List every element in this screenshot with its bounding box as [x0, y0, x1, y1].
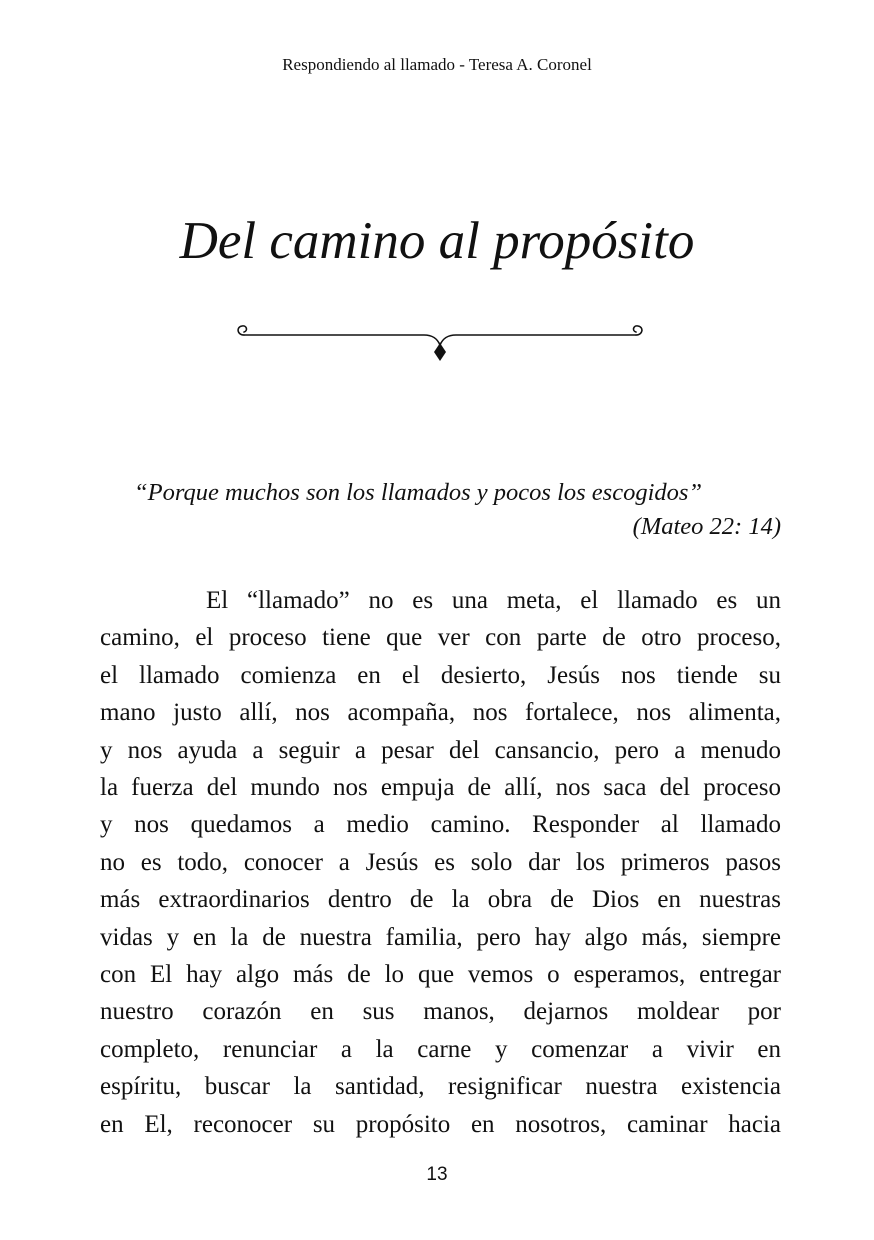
text-line: completo, renunciar a la carne y comenzar a vivir en: [100, 1035, 781, 1063]
page-number: 13: [426, 1164, 448, 1185]
text-line: El “llamado” no es una meta, el llamado es un: [206, 587, 781, 614]
flourish-divider-icon: [234, 318, 646, 366]
text-line: vidas y en la de nuestra familia, pero hay algo más, siempre: [100, 923, 781, 951]
body-paragraph: [100, 582, 781, 1143]
running-header: Respondiendo al llamado - Teresa A. Coronel: [282, 55, 592, 74]
epigraph-quote: “Porque muchos son los llamados y pocos los escogidos”: [134, 479, 703, 506]
text-line: espíritu, buscar la santidad, resignificar nuestra existencia: [100, 1073, 781, 1101]
text-line: más extraordinarios dentro de la obra de Dios en nuestras: [100, 886, 781, 914]
text-line: y nos ayuda a seguir a pesar del cansancio, pero a menudo: [100, 736, 781, 764]
text-line: en El, reconocer su propósito en nosotros, caminar hacia: [100, 1110, 781, 1138]
epigraph-citation: (Mateo 22: 14): [632, 513, 781, 540]
text-line: no es todo, conocer a Jesús es solo dar los primeros pasos: [100, 848, 781, 876]
text-line: nuestro corazón en sus manos, dejarnos moldear por: [100, 998, 781, 1026]
text-line: y nos quedamos a medio camino. Responder al llamado: [100, 811, 781, 839]
text-line: con El hay algo más de lo que vemos o esperamos, entregar: [100, 961, 781, 989]
epigraph: [100, 476, 781, 544]
text-line: camino, el proceso tiene que ver con parte de otro proceso,: [100, 624, 781, 652]
text-line: mano justo allí, nos acompaña, nos fortalece, nos alimenta,: [100, 699, 781, 727]
text-line: la fuerza del mundo nos empuja de allí, nos saca del proceso: [100, 774, 781, 802]
text-line: el llamado comienza en el desierto, Jesús nos tiende su: [100, 661, 781, 689]
chapter-title: Del camino al propósito: [179, 212, 695, 270]
